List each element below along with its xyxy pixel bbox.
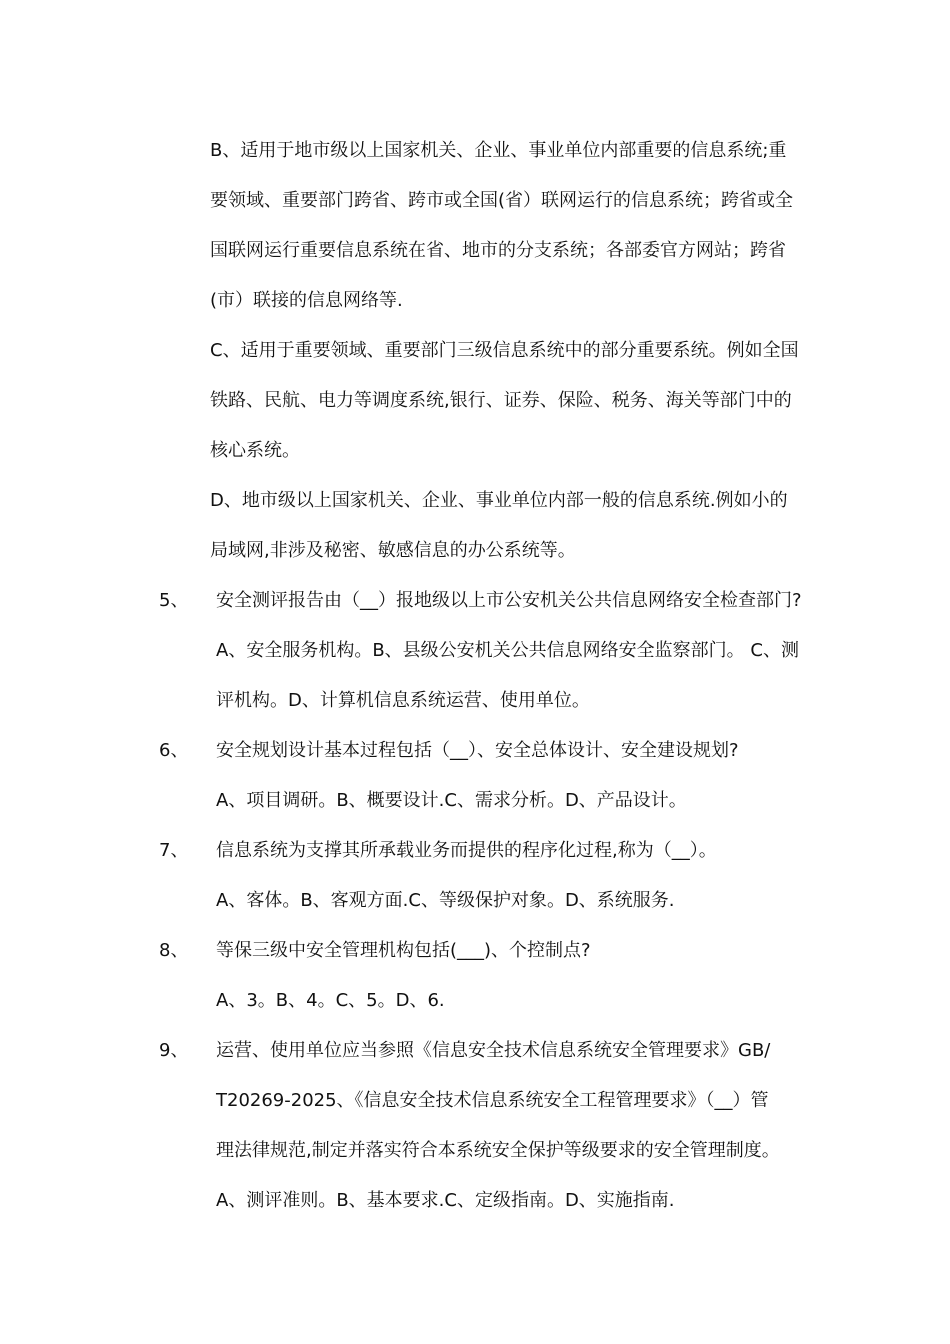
option-c-line-1: C、适用于重要领域、重要部门三级信息系统中的部分重要系统。例如全国 <box>210 340 799 361</box>
question-options: A、安全服务机构。B、县级公安机关公共信息网络安全监察部门。 C、测 <box>216 640 799 661</box>
option-c-line-3: 核心系统。 <box>210 440 300 461</box>
option-d-line-2: 局域网,非涉及秘密、敏感信息的办公系统等。 <box>210 540 576 561</box>
question-stem: 运营、使用单位应当参照《信息安全技术信息系统安全管理要求》GB/ <box>216 1040 771 1061</box>
question-number: 6、 <box>159 740 189 761</box>
option-b-line-3: 国联网运行重要信息系统在省、地市的分支系统；各部委官方网站；跨省 <box>210 240 786 261</box>
option-b-line-4: (市）联接的信息网络等. <box>210 290 403 311</box>
question-stem: 理法律规范,制定并落实符合本系统安全保护等级要求的安全管理制度。 <box>216 1140 780 1161</box>
question-stem: 安全规划设计基本过程包括（__）、安全总体设计、安全建设规划? <box>216 740 739 761</box>
question-stem: T20269-2025、《信息安全技术信息系统安全工程管理要求》（__）管 <box>216 1090 769 1111</box>
option-b-line-1: B、适用于地市级以上国家机关、企业、事业单位内部重要的信息系统;重 <box>210 140 787 161</box>
option-c-line-2: 铁路、民航、电力等调度系统,银行、证券、保险、税务、海关等部门中的 <box>210 390 792 411</box>
question-number: 8、 <box>159 940 189 961</box>
question-options: A、测评准则。B、基本要求.C、定级指南。D、实施指南. <box>216 1190 675 1211</box>
question-number: 9、 <box>159 1040 189 1061</box>
option-b-line-2: 要领域、重要部门跨省、跨市或全国(省）联网运行的信息系统；跨省或全 <box>210 190 794 211</box>
question-stem: 安全测评报告由（__）报地级以上市公安机关公共信息网络安全检查部门? <box>216 590 802 611</box>
question-stem: 等保三级中安全管理机构包括(___)、个控制点? <box>216 940 591 961</box>
option-d-line-1: D、地市级以上国家机关、企业、事业单位内部一般的信息系统.例如小的 <box>210 490 788 511</box>
question-options: A、客体。B、客观方面.C、等级保护对象。D、系统服务. <box>216 890 675 911</box>
question-options: A、项目调研。B、概要设计.C、需求分析。D、产品设计。 <box>216 790 687 811</box>
question-options: 评机构。D、计算机信息系统运营、使用单位。 <box>216 690 590 711</box>
question-stem: 信息系统为支撑其所承载业务而提供的程序化过程,称为（__）。 <box>216 840 717 861</box>
question-number: 7、 <box>159 840 189 861</box>
question-options: A、3。B、4。C、5。D、6. <box>216 990 445 1011</box>
question-number: 5、 <box>159 590 189 611</box>
